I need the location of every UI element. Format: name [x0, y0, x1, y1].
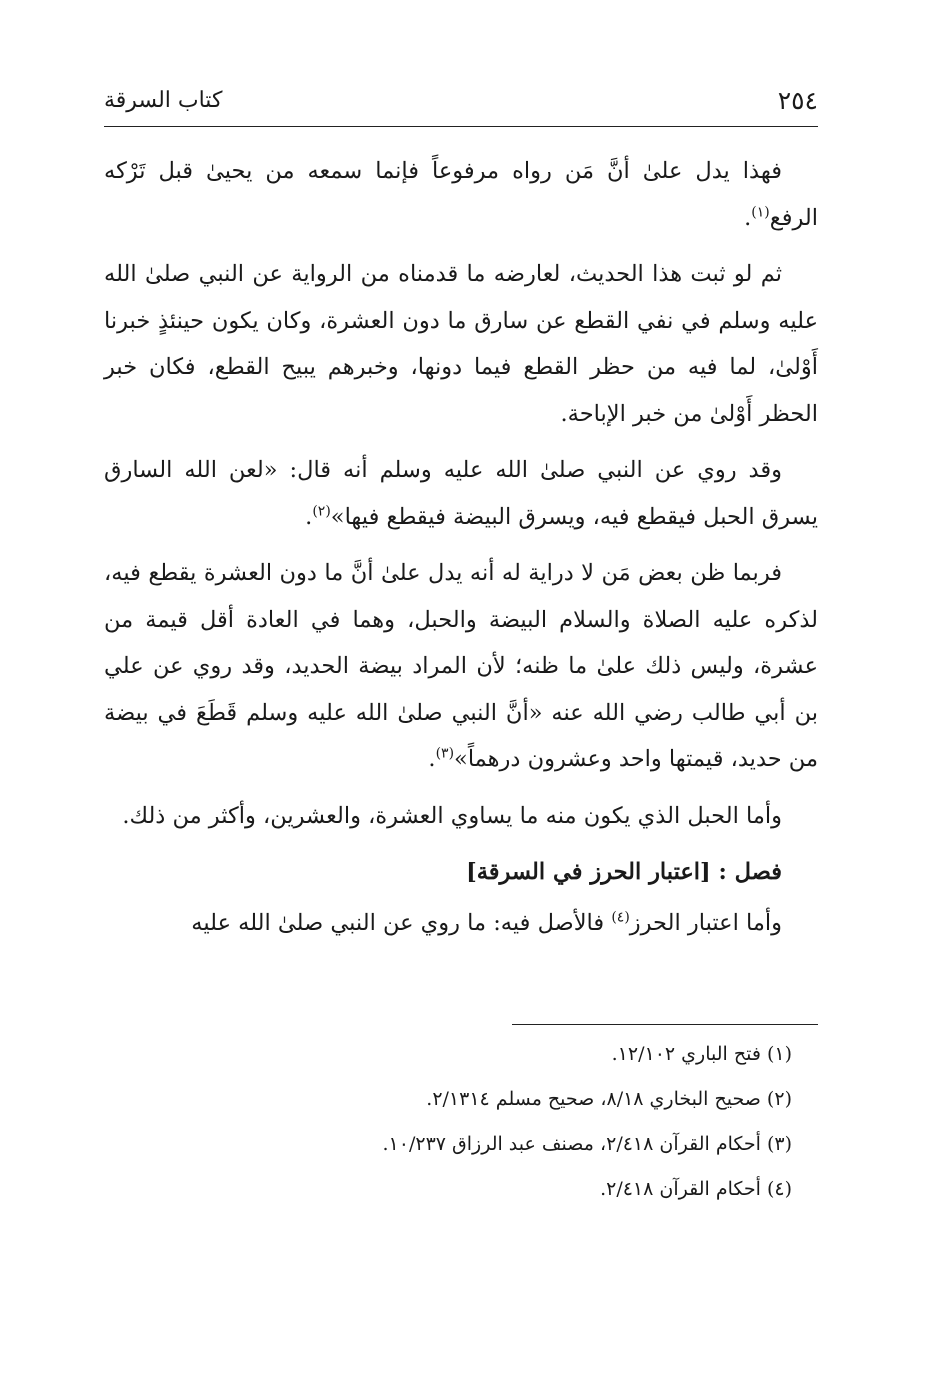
main-text: [104, 148, 818, 956]
paragraph-4: [104, 550, 818, 783]
footnote-2: (٢) صحيح البخاري ٨/١٨، صحيح مسلم ٢/١٣١٤.: [426, 1088, 792, 1110]
section-title: [اعتبار الحرز في السرقة]: [466, 859, 711, 885]
footnote-4: (٤) أحكام القرآن ٢/٤١٨.: [600, 1178, 792, 1200]
paragraph-4-text: فربما ظن بعض مَن لا دراية له أنه يدل علىٰ أنَّ ما دون العشرة يقطع فيه، لذكره عليه الصلاة والسلام البيضة والحبل، وهما في العادة أقل قيمة من عشرة، وليس ذلك علىٰ ما ظنه؛ لأن المراد بيضة الحديد، وقد روي عن علي بن أبي طالب رضي الله عنه «أنَّ النبي صلىٰ الله عليه وسلم قَطَعَ في بيضة من حديد، قيمتها واحد وعشرون درهماً»: [104, 560, 818, 772]
paragraph-2: ثم لو ثبت هذا الحديث، لعارضه ما قدمناه من الرواية عن النبي صلىٰ الله عليه وسلم في نفي القطع عن سارق ما دون العشرة، وكان يكون حينئذٍ خبرنا أَوْلىٰ، لما فيه من حظر القطع فيما دونها، وخبرهم يبيح القطع، فكان خبر الحظر أَوْلىٰ من خبر الإباحة.: [104, 261, 818, 427]
footnote-separator: [512, 1024, 818, 1025]
page-number: ٢٥٤: [777, 86, 818, 115]
section-heading: [104, 849, 818, 896]
chapter-title: كتاب السرقة: [104, 88, 223, 113]
paragraph-6-before: وأما اعتبار الحرز: [629, 909, 782, 936]
page-header: [104, 86, 818, 127]
section-label: فصل :: [718, 859, 782, 885]
paragraph-1: [104, 148, 818, 241]
footnote-ref-4: (٤): [611, 909, 630, 925]
paragraph-1-text: فهذا يدل علىٰ أنَّ مَن رواه مرفوعاً فإنما سمعه من يحيىٰ قبل تَرْكه الرفع: [104, 158, 818, 231]
paragraph-3-end: .: [305, 503, 313, 530]
footnote-ref-1: (١): [751, 204, 770, 220]
paragraph-1-end: .: [744, 204, 752, 231]
footnote-1: (١) فتح الباري ١٢/١٠٢.: [611, 1043, 792, 1065]
footnote-3: (٣) أحكام القرآن ٢/٤١٨، مصنف عبد الرزاق ١٠/٢٣٧.: [382, 1133, 792, 1155]
footnote-ref-2: (٢): [312, 503, 331, 519]
paragraph-6-after: فالأصل فيه: ما روي عن النبي صلىٰ الله عليه: [191, 909, 612, 936]
paragraph-3-text: وقد روي عن النبي صلىٰ الله عليه وسلم أنه قال: «لعن الله السارق يسرق الحبل فيقطع فيه، ويسرق البيضة فيقطع فيها»: [104, 457, 818, 530]
paragraph-3: [104, 447, 818, 540]
paragraph-6: [104, 900, 818, 947]
footnote-ref-3: (٣): [435, 745, 455, 762]
paragraph-5: وأما الحبل الذي يكون منه ما يساوي العشرة، والعشرين، وأكثر من ذلك.: [122, 802, 782, 829]
paragraph-4-end: .: [428, 746, 436, 772]
footnotes: [104, 1032, 792, 1212]
